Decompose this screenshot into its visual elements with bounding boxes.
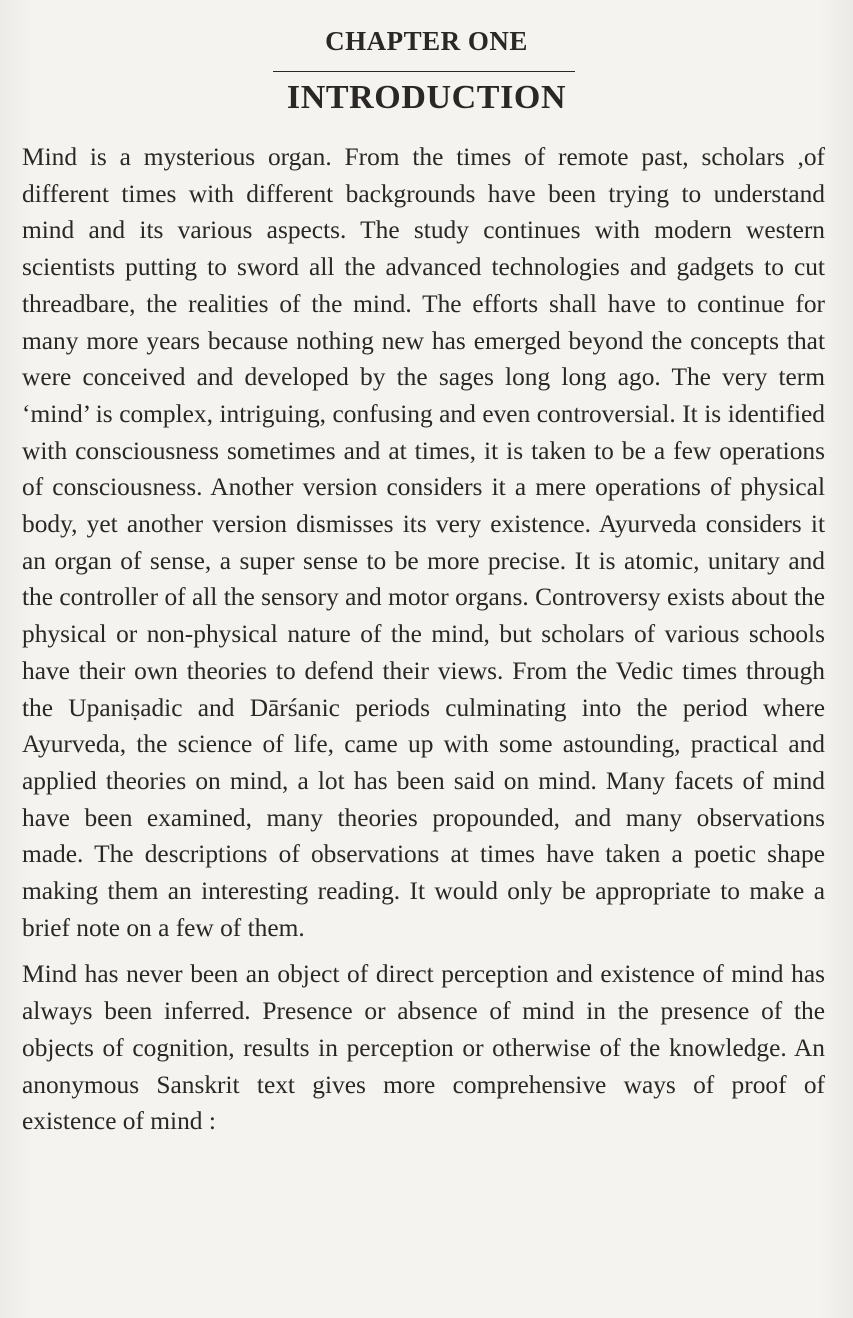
- paragraph-1: Mind is a mysterious organ. From the times of remote past, scholars ,of different times with different backgrounds have been trying to understand mind and its various aspects. The study continues with modern western scientists putting to sword all the advanced technologies and gadgets to cut threadbare, the realities of the mind. The efforts shall have to continue for many more years because nothing new has emerged beyond the concepts that were conceived and developed by the sages long long ago. The very term ‘mind’ is complex, intriguing, confusing and even controversial. It is identified with consciousness sometimes and at times, it is taken to be a few operations of consciousness. Another version considers it a mere operations of physical body, yet another version dismisses its very existence. Ayurveda considers it an organ of sense, a super sense to be more precise. It is atomic, unitary and the controller of all the sensory and motor organs. Controversy exists about the physical or non-physical nature of the mind, but scholars of various schools have their own theories to defend their views. From the Vedic times through the Upaniṣadic and Dārśanic periods culminating into the period where Ayurveda, the science of life, came up with some astounding, practical and applied theories on mind, a lot has been said on mind. Many facets of mind have been examined, many theories propounded, and many observations made. The descriptions of observations at times have taken a poetic shape making them an interesting reading. It would only be appropriate to make a brief note on a few of them.: [22, 143, 825, 942]
- heading-divider: [273, 71, 575, 72]
- paragraph-2: Mind has never been an object of direct perception and existence of mind has always been inferred. Presence or absence of mind in the presence of the objects of cognition, results in perception or otherwise of the knowledge. An anonymous Sanskrit text gives more comprehensive ways of proof of existence of mind :: [22, 960, 825, 1136]
- body-text: [22, 139, 825, 1140]
- chapter-label: CHAPTER ONE: [325, 26, 528, 56]
- chapter-title: INTRODUCTION: [286, 79, 567, 116]
